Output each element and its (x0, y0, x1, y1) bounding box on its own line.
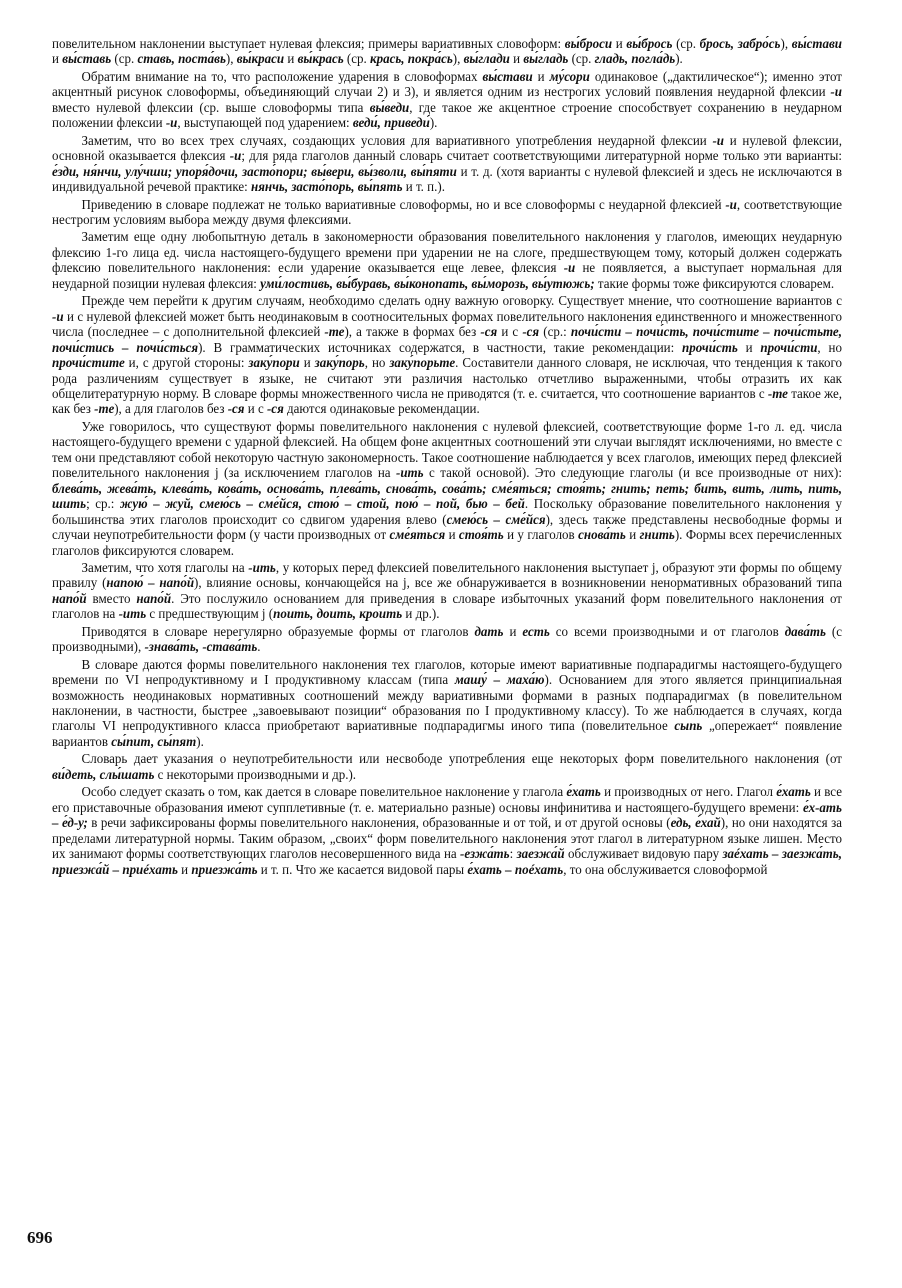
paragraph: Уже говорилось, что существуют формы повелительного наклонения с нулевой флексией, соответствующие форме 1-го л. ед. числа настоящего-будущего времени с ударной флексией. На общем фоне акцентных соотношений эти случаи выглядят исключениями, но вместе с тем они представляют собой некоторую частную закономерность. Такое соотношение наблюдается у всех глаголов, имеющих перед флексией повелительного наклонения j (за исключением глаголов на -ить с такой основой). Это следующие глаголы (и все производные от них): блева́ть, жева́ть, клева́ть, кова́ть, основа́ть, плева́ть, снова́ть, сова́ть; сме́яться; стоя́ть; гнить; петь; бить, вить, лить, пить, шить; ср.: жую́ – жуй, смею́сь – сме́йся, стою́ – стой, пою́ – пой, бью – бей. Поскольку образование повелительного наклонения у большинства этих глаголов происходит со сдвигом ударения влево (смею́сь – сме́йся), здесь также представлены несвободные формы и случаи неупотребительности форм (у части производных от сме́яться и стоя́ть и у глаголов снова́ть и гнить). Формы всех перечисленных глаголов фиксируются словарем. (52, 418, 842, 558)
paragraph: Приводятся в словаре нерегулярно образуемые формы от глаголов дать и есть со всеми производными и от глаголов дава́ть (с производными), -знава́ть, -става́ть. (52, 623, 842, 655)
page-body (52, 36, 842, 877)
paragraph: Словарь дает указания о неупотребительности или несвободе употребления еще некоторых форм повелительного наклонения (от ви́деть, слы́шать с некоторыми производными и др.). (52, 751, 842, 782)
paragraph: Заметим, что во всех трех случаях, создающих условия для вариативного употребления неударной флексии -и и нулевой флексии, основной оказывается флексия -и; для ряда глаголов данный словарь считает соответствующими литературной норме только эти варианты: е́зди, ня́нчи, улу́чши; упоря́дочи, засто́пори; вы́вери, вы́зволи, вы́пяти и т. д. (хотя варианты с нулевой флексией и здесь не исключаются в индивидуальной речевой практике: нянчь, засто́порь, вы́пять и т. п.). (52, 132, 842, 195)
paragraph: В словаре даются формы повелительного наклонения тех глаголов, которые имеют вариативные подпарадигмы настоящего-будущего времени по VI непродуктивному и I продуктивному классам (типа машу́ – маха́ю). Основанием для этого является принципиальная возможность неодинаковых нормативных соотношений между вариативными формами в разных подпарадигмах (в повелительном наклонении, в частности, быстрее „завоевывают позиции“ образования по I продуктивному классу). То же наблюдается в случаях, когда глаголы VI непродуктивного класса приобретают вариативные подпарадигмы иного типа (повелительное сыпь „опережает“ появление вариантов сы́пит, сы́пят). (52, 656, 842, 749)
paragraph: Обратим внимание на то, что расположение ударения в словоформах вы́стави и му́сори одинаковое („дактилическое“); именно этот акцентный рисунок словоформы, объединяющий случаи 2) и 3), и является одним из нестрогих условий появления неударной флексии -и вместо нулевой флексии (ср. выше словоформы типа вы́веди, где такое же акцентное строение способствует сохранению в неударном положении флексии -и, выступающей под ударением: веди́, приведи́). (52, 68, 842, 131)
page-number: 696 (27, 1228, 53, 1247)
paragraph: Прежде чем перейти к другим случаям, необходимо сделать одну важную оговорку. Существует мнение, что соотношение вариантов с -и и с нулевой флексией может быть неодинаковым в соотносительных формах повелительного наклонения единственного и множественного числа (последнее – с дополнительной флексией -те), а также в формах без -ся и с -ся (ср.: почи́сти – почи́сть, почи́стите – почи́стьте, почи́стись – почи́сться). В грамматических источниках содержатся, в частности, такие рекомендации: прочи́сть и прочи́сти, но прочи́стите и, с другой стороны: заку́пори и заку́порь, но заку́порьте. Составители данного словаря, не исключая, что тенденция к такого рода различениям существует в языке, не считают эти различия настолько отчетливо выраженными, чтобы отразить их как общелитературную норму. В словаре формы множественного числа не приводятся (т. е. считается, что соотношение вариантов с -те такое же, как без -те), а для глаголов без -ся и с -ся даются одинаковые рекомендации. (52, 293, 842, 417)
paragraph: Заметим еще одну любопытную деталь в закономерности образования повелительного наклонения у глаголов, имеющих неударную флексию 1-го лица ед. числа настоящего-будущего времени при ударении не на слоге, предшествующем тому, который должен содержать флексию повелительного наклонения: если ударение оказывается еще левее, флексия -и не появляется, а выступает нормальная для неударной позиции нулевая флексия: уми́лостивь, вы́буравь, вы́конопать, вы́морозь, вы́утюжь; такие формы тоже фиксируются словарем. (52, 229, 842, 291)
paragraph: повелительном наклонении выступает нулевая флексия; примеры вариативных словоформ: вы́броси и вы́брось (ср. брось, забро́сь), вы́стави и вы́ставь (ср. ставь, поста́вь), вы́краси и вы́крась (ср. крась, покра́сь), вы́глади и вы́гладь (ср. гладь, погла́дь). (52, 36, 842, 67)
paragraph: Заметим, что хотя глаголы на -ить, у которых перед флексией повелительного наклонения выступает j, образуют эти формы по общему правилу (напою́ – напо́й), влияние основы, кончающейся на j, все же обнаруживается в возникновении ненормативных образований типа напо́й вместо напо́й. Это послужило основанием для приведения в словаре избыточных указаний форм повелительного наклонения от глаголов на -ить с предшествующим j (поить, доить, кроить и др.). (52, 559, 842, 622)
paragraph: Приведению в словаре подлежат не только вариативные словоформы, но и все словоформы с неударной флексией -и, соответствующие нестрогим условиям выбора между двумя флексиями. (52, 196, 842, 227)
paragraph: Особо следует сказать о том, как дается в словаре повелительное наклонение у глагола е́хать и производных от него. Глагол е́хать и все его приставочные образования имеют супплетивные (т. е. материально разные) основы инфинитива и настоящего-будущего времени: е́х-ать – е́д-у; в речи зафиксированы формы повелительного наклонения, образованные и от той, и от другой основы (едь, е́хай), но они находятся за пределами литературной нормы. Таким образом, „своих“ форм повелительного наклонения этот глагол в литературном языке лишен. Место их занимают формы соответствующих глаголов несовершенного вида на -езжа́ть: заезжа́й обслуживает видовую пару заéхать – заезжа́ть, приезжа́й – приéхать и приезжа́ть и т. п. Что же касается видовой пары е́хать – поéхать, то она обслуживается словоформой (52, 784, 842, 877)
